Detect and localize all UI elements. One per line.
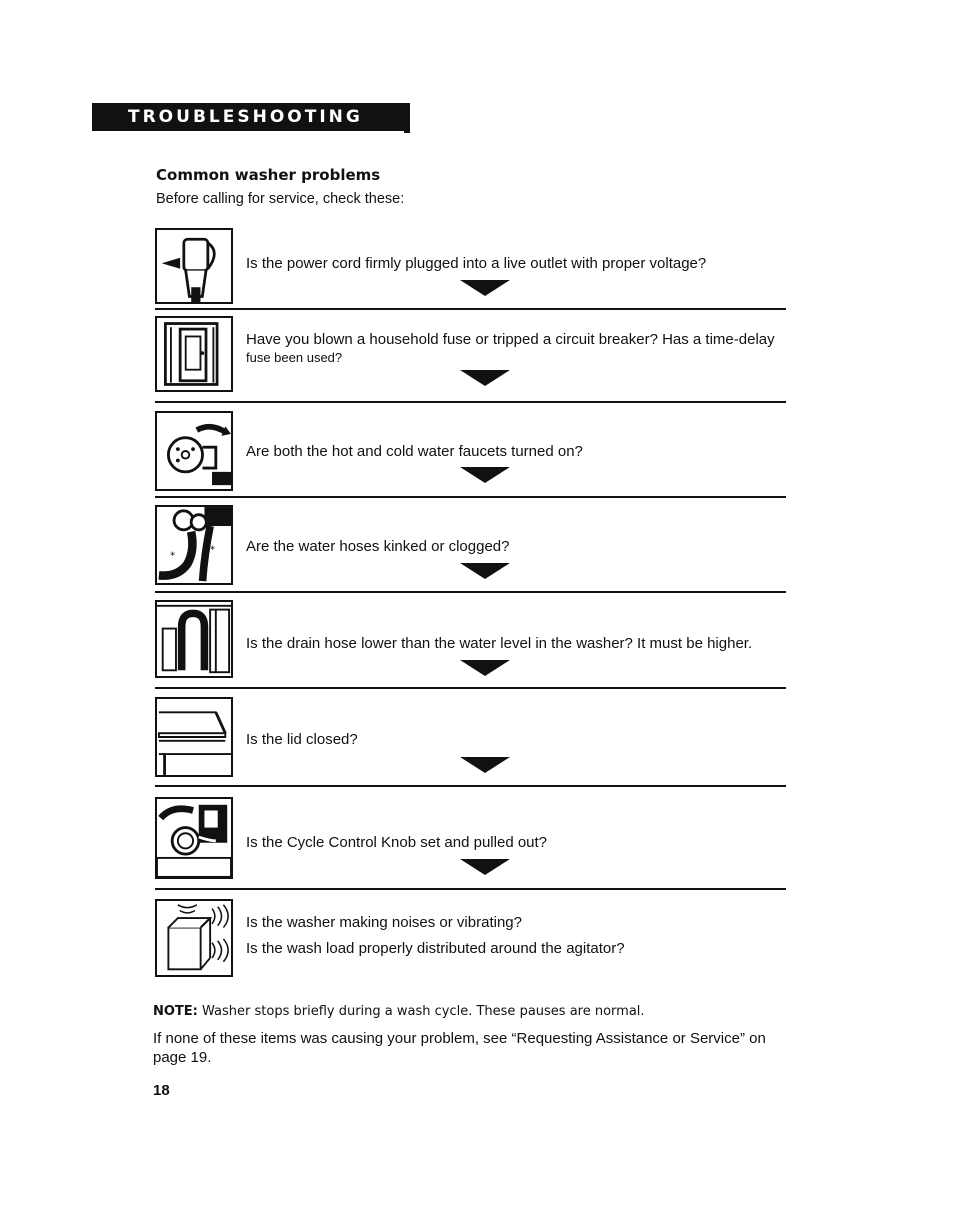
down-arrow-icon	[460, 563, 510, 579]
water-faucet-icon	[155, 411, 233, 491]
down-arrow-icon	[460, 757, 510, 773]
water-hose-icon	[155, 505, 233, 585]
vibrating-washer-icon	[155, 899, 233, 977]
question-text: Is the power cord firmly plugged into a live outlet with proper voltage?	[246, 255, 707, 272]
checklist-item	[155, 316, 786, 403]
note-body: Washer stops briefly during a wash cycle. These pauses are normal.	[202, 1004, 645, 1019]
note-label: NOTE:	[153, 1004, 198, 1019]
drain-hose-icon	[155, 600, 233, 678]
svg-text:*: *	[210, 544, 215, 556]
divider	[155, 785, 786, 787]
section-header-bar	[92, 103, 404, 131]
note-text	[153, 1004, 645, 1019]
fuse-box-icon	[155, 316, 233, 392]
question-text: Are the water hoses kinked or clogged?	[246, 538, 510, 555]
checklist-item	[155, 697, 786, 787]
page-number: 18	[153, 1082, 170, 1099]
divider	[155, 308, 786, 310]
cycle-knob-icon	[155, 797, 233, 879]
service-reference-text: If none of these items was causing your problem, see “Requesting Assistance or Service” on page 19.	[153, 1030, 766, 1066]
intro-text: Before calling for service, check these:	[156, 191, 405, 207]
divider	[155, 401, 786, 403]
divider	[155, 591, 786, 593]
question-text: Is the wash load properly distributed around the agitator?	[246, 940, 625, 957]
question-text: Is the washer making noises or vibrating?	[246, 914, 522, 931]
down-arrow-icon	[460, 280, 510, 296]
svg-text:*: *	[170, 550, 176, 562]
down-arrow-icon	[460, 370, 510, 386]
down-arrow-icon	[460, 660, 510, 676]
question-text: Is the Cycle Control Knob set and pulled out?	[246, 834, 548, 851]
question-text: Is the drain hose lower than the water level in the washer? It must be higher.	[246, 635, 753, 652]
question-text: Are both the hot and cold water faucets turned on?	[246, 443, 583, 460]
checklist-item	[155, 899, 786, 979]
question-text: Is the lid closed?	[246, 731, 358, 748]
washer-lid-icon	[155, 697, 233, 777]
down-arrow-icon	[460, 467, 510, 483]
checklist-item	[155, 797, 786, 890]
down-arrow-icon	[460, 859, 510, 875]
checklist-item	[155, 600, 786, 689]
section-title: Common washer problems	[156, 166, 381, 184]
divider	[155, 888, 786, 890]
checklist-item	[155, 411, 786, 498]
checklist-item	[155, 228, 786, 310]
question-text: Have you blown a household fuse or tripped a circuit breaker? Has a time-delay	[246, 331, 775, 348]
divider	[155, 496, 786, 498]
divider	[155, 687, 786, 689]
checklist-item	[155, 505, 786, 593]
header-title: TROUBLESHOOTING	[128, 107, 363, 127]
question-text-continued: fuse been used?	[246, 350, 343, 365]
power-plug-icon	[155, 228, 233, 304]
